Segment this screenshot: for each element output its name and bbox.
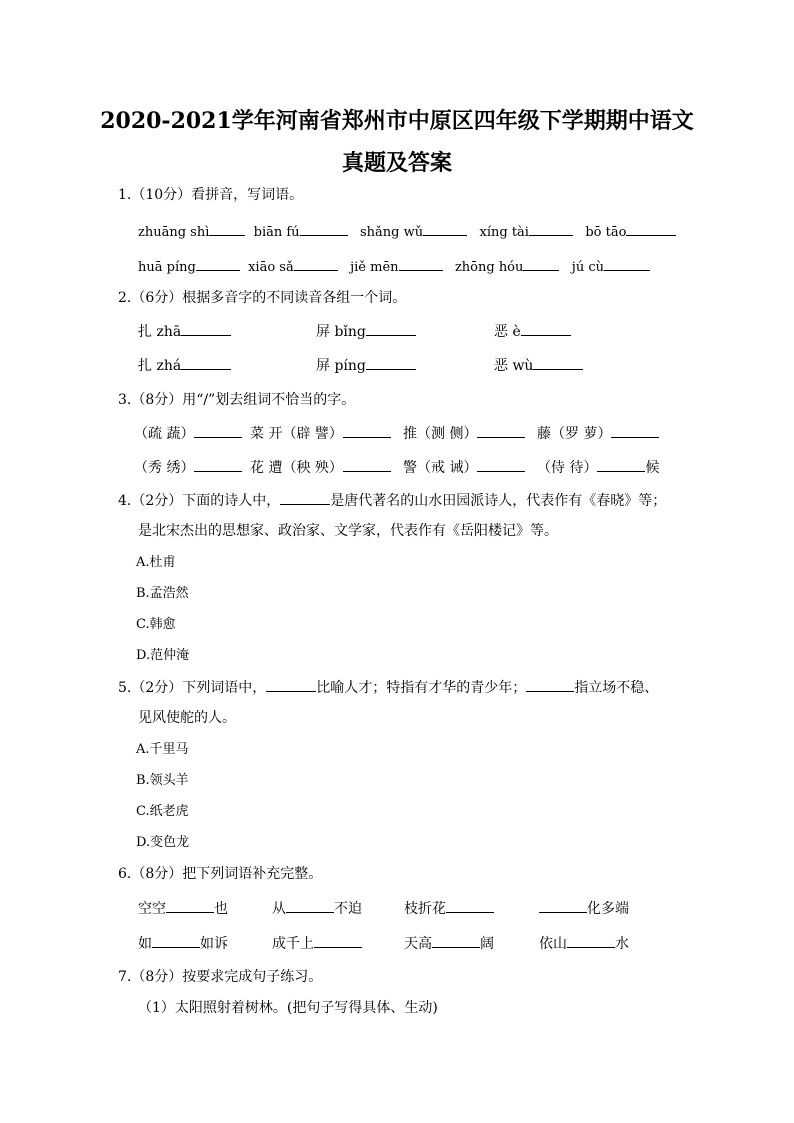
option-a[interactable]: A.千里马	[136, 742, 189, 757]
answer-blank[interactable]	[423, 221, 467, 236]
answer-blank[interactable]	[611, 423, 659, 438]
question-5-stem: 5.（2分）下列词语中， 比喻人才；特指有才华的青少年； 指立场不稳、	[118, 677, 658, 698]
question-2-stem: 2.（6分）根据多音字的不同读音各组一个词。	[118, 290, 407, 306]
question-4-stem-cont: 是北宋杰出的思想家、政治家、文学家，代表作有《岳阳楼记》等。	[138, 523, 558, 539]
answer-blank[interactable]	[477, 457, 525, 472]
answer-blank[interactable]	[432, 933, 480, 948]
pinyin-item: zhōng hóu	[454, 260, 524, 275]
pinyin-item: xiāo sǎ	[248, 260, 294, 275]
answer-blank[interactable]	[300, 221, 348, 236]
idiom-item: 化多端	[539, 898, 629, 919]
page-title-line-1: 2020-2021学年河南省郑州市中原区四年级下学期期中语文	[100, 108, 694, 134]
option-c[interactable]: C.纸老虎	[136, 804, 189, 819]
answer-blank[interactable]	[294, 256, 338, 271]
pinyin-item: huā píng	[138, 260, 196, 275]
word-choice-item: 警（戒 诫）	[403, 457, 525, 478]
answer-blank[interactable]	[166, 898, 214, 913]
answer-blank[interactable]	[567, 933, 615, 948]
answer-blank[interactable]	[399, 256, 443, 271]
polyphone-item: 扎 zhá	[138, 355, 231, 376]
word-choice-item: 推（测 侧）	[403, 423, 525, 444]
answer-blank[interactable]	[343, 457, 391, 472]
answer-blank[interactable]	[280, 490, 330, 505]
polyphone-item: 恶 è	[494, 321, 571, 342]
idiom-item: 如 如诉	[138, 933, 228, 954]
answer-blank[interactable]	[209, 221, 245, 236]
page-title-line-2: 真题及答案	[341, 150, 452, 176]
word-choice-item: （侍 待） 候	[537, 457, 659, 478]
answer-blank[interactable]	[529, 221, 573, 236]
question-7-stem: 7.（8分）按要求完成句子练习。	[118, 969, 323, 985]
option-b[interactable]: B.领头羊	[136, 773, 189, 788]
pinyin-item: zhuāng shì	[138, 225, 210, 240]
answer-blank[interactable]	[181, 321, 231, 336]
question-5-stem-cont: 见风使舵的人。	[138, 710, 236, 726]
word-choice-item: 藤（罗 萝）	[537, 423, 659, 444]
answer-blank[interactable]	[539, 898, 587, 913]
answer-blank[interactable]	[521, 321, 571, 336]
answer-blank[interactable]	[597, 457, 645, 472]
answer-blank[interactable]	[314, 933, 362, 948]
answer-blank[interactable]	[181, 355, 231, 370]
polyphone-item: 屏 píng	[316, 355, 416, 376]
question-1-row-1	[138, 221, 676, 243]
answer-blank[interactable]	[626, 221, 676, 236]
question-1-row-2	[138, 256, 650, 278]
pinyin-item: bō tāo	[585, 225, 627, 240]
question-6-stem: 6.（8分）把下列词语补充完整。	[118, 866, 323, 882]
idiom-item: 成千上	[272, 933, 362, 954]
answer-blank[interactable]	[477, 423, 525, 438]
idiom-item: 天高 阔	[404, 933, 494, 954]
question-3-stem: 3.（8分）用“/”划去组词不恰当的字。	[118, 392, 356, 408]
answer-blank[interactable]	[196, 256, 240, 271]
idiom-item: 枝折花	[404, 898, 494, 919]
question-4-stem: 4.（2分）下面的诗人中， 是唐代著名的山水田园派诗人，代表作有《春晓》等；	[118, 490, 666, 511]
word-choice-item: （疏 蔬）	[134, 423, 242, 444]
pinyin-item: biān fú	[253, 225, 300, 240]
question-1-stem: 1.（10分）看拼音，写词语。	[118, 187, 304, 203]
question-7-sub-1: （1）太阳照射着树林。(把句子写得具体、生动)	[138, 1000, 438, 1016]
answer-blank[interactable]	[266, 677, 316, 692]
answer-blank[interactable]	[194, 423, 242, 438]
idiom-item: 从 不迫	[272, 898, 362, 919]
answer-blank[interactable]	[446, 898, 494, 913]
word-choice-item: 菜 开（辟 譬）	[250, 423, 391, 444]
pinyin-item: jiě mēn	[350, 260, 399, 275]
answer-blank[interactable]	[366, 321, 416, 336]
answer-blank[interactable]	[194, 457, 242, 472]
option-a[interactable]: A.杜甫	[136, 555, 176, 570]
option-c[interactable]: C.韩愈	[136, 617, 176, 632]
answer-blank[interactable]	[533, 355, 583, 370]
polyphone-item: 扎 zhā	[138, 321, 231, 342]
option-b[interactable]: B.孟浩然	[136, 586, 189, 601]
answer-blank[interactable]	[286, 898, 334, 913]
answer-blank[interactable]	[526, 677, 574, 692]
pinyin-item: shǎng wǔ	[359, 225, 424, 240]
answer-blank[interactable]	[152, 933, 200, 948]
polyphone-item: 屏 bǐng	[316, 321, 416, 342]
answer-blank[interactable]	[604, 256, 650, 271]
answer-blank[interactable]	[366, 355, 416, 370]
idiom-item: 依山 水	[539, 933, 629, 954]
polyphone-item: 恶 wù	[494, 355, 583, 376]
option-d[interactable]: D.范仲淹	[136, 648, 190, 663]
pinyin-item: jú cù	[571, 260, 604, 275]
word-choice-item: （秀 绣）	[134, 457, 242, 478]
word-choice-item: 花 遭（秧 殃）	[250, 457, 391, 478]
idiom-item: 空空 也	[138, 898, 228, 919]
answer-blank[interactable]	[523, 256, 559, 271]
pinyin-item: xíng tài	[479, 225, 529, 240]
answer-blank[interactable]	[343, 423, 391, 438]
option-d[interactable]: D.变色龙	[136, 835, 190, 850]
